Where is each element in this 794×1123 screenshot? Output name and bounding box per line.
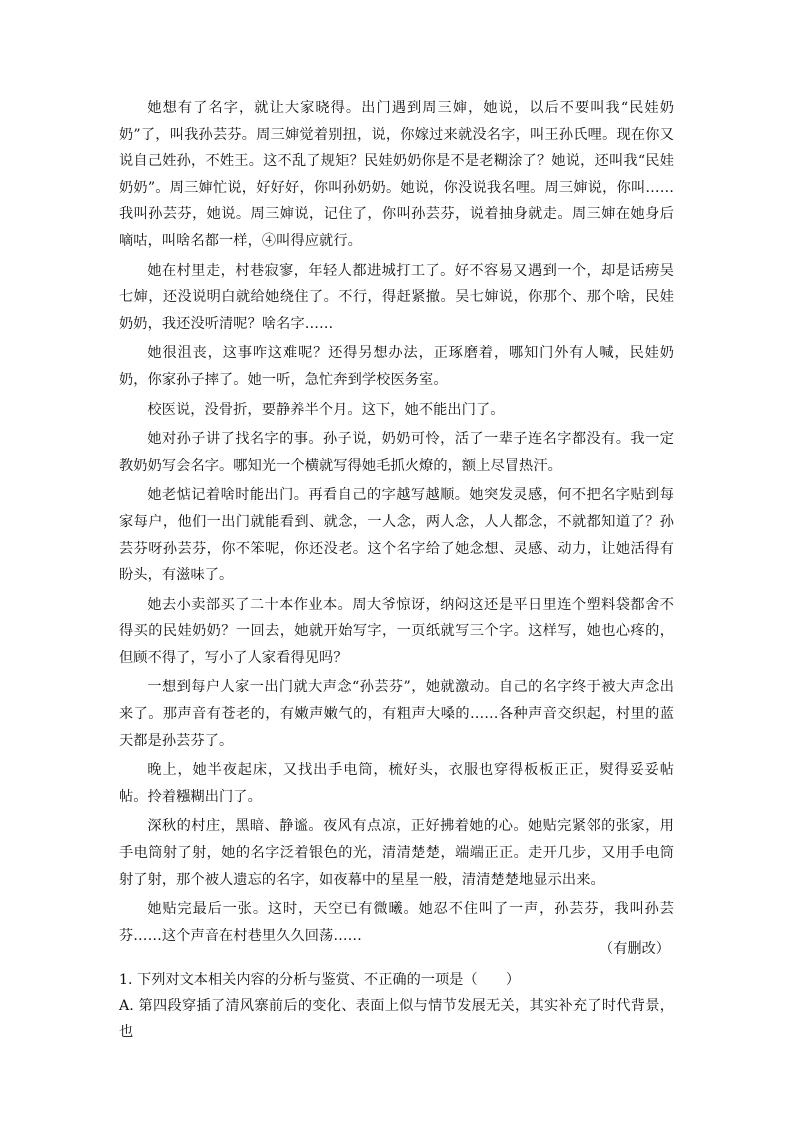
question-block xyxy=(119,967,674,1045)
paragraph: 她贴完最后一张。这时，天空已有微曦。她忍不住叫了一声，孙芸芬，我叫孙芸芬……这个声音在村巷里久久回荡…… xyxy=(119,901,674,944)
paragraph: 她对孙子讲了找名字的事。孙子说，奶奶可怜，活了一辈子连名字都没有。我一定教奶奶写会名字。哪知光一个横就写得她毛抓火燎的，额上尽冒热汗。 xyxy=(119,431,674,474)
source-note: （有删改） xyxy=(599,941,670,957)
paragraph: 她想有了名字，就让大家晓得。出门遇到周三婶，她说，以后不要叫我“民娃奶奶”了，叫我孙芸芬。周三婶觉着别扭，说，你嫁过来就没名字，叫王孙氏哩。现在你又说自己姓孙，不姓王。这不乱了规矩？民娃奶奶你是不是老糊涂了？她说，还叫我“民娃奶奶”。周三婶忙说，好好好，你叫孙奶奶。她说，你没说我名哩。周三婶说，你叫……我叫孙芸芬，她说。周三婶说，记住了，你叫孙芸芬，说着抽身就走。周三婶在她身后嘀咕，叫啥名都一样，④叫得应就行。 xyxy=(119,100,674,249)
story-text xyxy=(119,95,674,952)
paragraph: 她去小卖部买了二十本作业本。周大爷惊讶，纳闷这还是平日里连个塑料袋都舍不得买的民娃奶奶？一回去，她就开始写字，一页纸就写三个字。这样写，她也心疼的，但顾不得了，写小了人家看得见吗？ xyxy=(119,596,674,666)
paragraph: 她很沮丧，这事咋这难呢？还得另想办法，正琢磨着，哪知门外有人喊，民娃奶奶，你家孙子摔了。她一听，急忙奔到学校医务室。 xyxy=(119,345,674,388)
paragraph: 晚上，她半夜起床，又找出手电筒，梳好头，衣服也穿得板板正正，熨得妥妥帖帖。拎着糨糊出门了。 xyxy=(119,762,674,805)
paragraph: 校医说，没骨折，要静养半个月。这下，她不能出门了。 xyxy=(147,401,505,418)
paragraph: 她在村里走，村巷寂寥，年轻人都进城打工了。好不容易又遇到一个，却是话痨吴七婶，还没说明白就给她绕住了。不行，得赶紧撤。吴七婶说，你那个、那个啥，民娃奶奶，我还没听清呢？啥名字…… xyxy=(119,262,674,332)
paragraph: 一想到每户人家一出门就大声念“孙芸芬”，她就激动。自己的名字终于被大声念出来了。那声音有苍老的，有嫩声嫩气的，有粗声大嗓的……各种声音交织起，村里的蓝天都是孙芸芬了。 xyxy=(119,679,674,749)
question-stem: 1. 下列对文本相关内容的分析与鉴赏、不正确的一项是（ ） xyxy=(119,972,521,988)
paragraph: 深秋的村庄，黑暗、静谧。夜风有点凉，正好拂着她的心。她贴完紧邻的张家，用手电筒射了射，她的名字泛着银色的光，清清楚楚，端端正正。走开几步，又用手电筒射了射，那个被人遗忘的名字，如夜幕中的星星一般，清清楚楚地显示出来。 xyxy=(119,818,674,888)
paragraph: 她老惦记着啥时能出门。再看自己的字越写越顺。她突发灵感，何不把名字贴到每家每户，他们一出门就能看到、就念，一人念，两人念，人人都念，不就都知道了？孙芸芬呀孙芸芬，你不笨呢，你还没老。这个名字给了她念想、灵感、动力，让她活得有盼头，有滋味了。 xyxy=(119,487,674,584)
option-a: A. 第四段穿插了清风寨前后的变化、表面上似与情节发展无关，其实补充了时代背景，也 xyxy=(119,998,674,1040)
